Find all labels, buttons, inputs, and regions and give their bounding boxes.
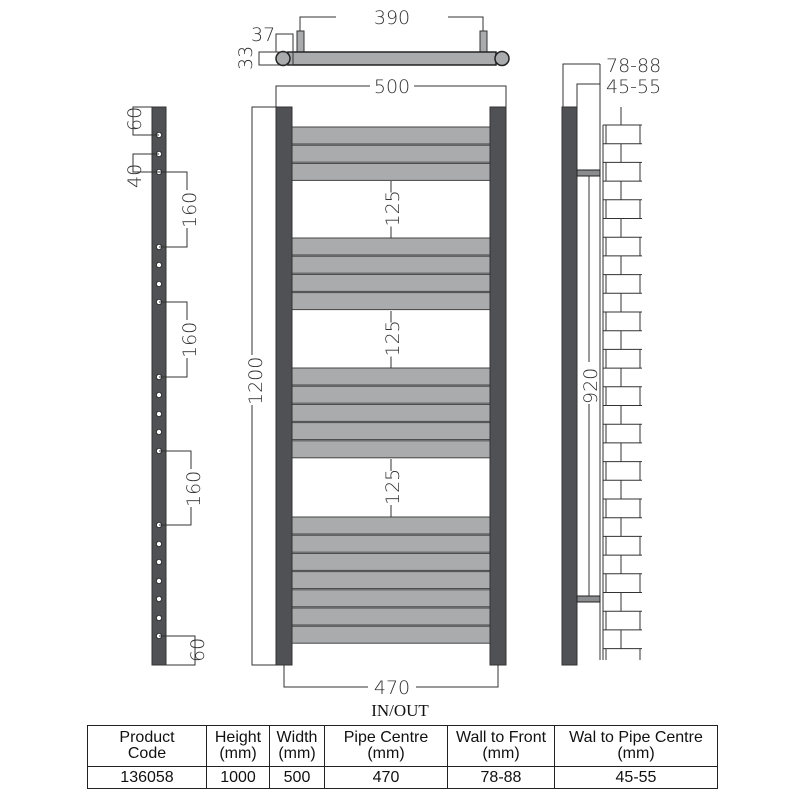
dim-wall-to-pipe: 45-55 — [606, 76, 662, 98]
cell-product-code: 136058 — [88, 767, 207, 789]
table-row — [88, 767, 718, 789]
top-view — [235, 6, 509, 70]
towel-rail — [292, 145, 490, 162]
towel-rail — [292, 127, 490, 144]
mounting-hole — [156, 596, 161, 601]
header-wall-to-pipe: Wal to Pipe Centre (mm) — [555, 726, 718, 767]
towel-rail — [292, 238, 490, 255]
dim-side-160-1: 160 — [179, 191, 201, 228]
left-column — [276, 107, 292, 665]
right-column — [490, 107, 506, 665]
mounting-hole — [156, 541, 161, 546]
cell-pipe-centre: 470 — [325, 767, 448, 789]
header-width: Width (mm) — [270, 726, 325, 767]
mounting-hole — [156, 578, 161, 583]
dim-1200: 1200 — [245, 356, 267, 405]
top-rail — [288, 52, 496, 65]
dim-side-160-3: 160 — [183, 470, 205, 507]
wall-bracket-top — [577, 170, 600, 176]
towel-rail — [292, 535, 490, 552]
dim-rail-gap: 125 — [382, 320, 404, 357]
wall-bracket-right — [480, 31, 487, 52]
header-product-code: Product Code — [88, 726, 207, 767]
dim-470: 470 — [373, 677, 411, 699]
dim-side-top: 60 — [124, 106, 146, 131]
dim-37: 37 — [251, 24, 276, 46]
towel-rail — [292, 608, 490, 625]
towel-rail — [292, 386, 490, 403]
dim-rail-gap: 125 — [382, 468, 404, 505]
wall-bracket-bottom — [577, 596, 600, 602]
dim-side-bottom: 60 — [187, 637, 209, 662]
side-strip-view — [124, 107, 209, 665]
towel-rail — [292, 553, 490, 570]
mounting-hole — [156, 559, 161, 564]
side-column — [562, 107, 577, 665]
towel-rail — [292, 441, 490, 458]
cell-wall-to-pipe: 45-55 — [555, 767, 718, 789]
towel-rail — [292, 293, 490, 310]
towel-rail — [292, 163, 490, 180]
towel-rail — [292, 590, 490, 607]
towel-rail — [292, 626, 490, 643]
inout-label: IN/OUT — [371, 701, 429, 720]
towel-rail — [292, 572, 490, 589]
header-height: Height (mm) — [207, 726, 270, 767]
towel-rail — [292, 256, 490, 273]
mounting-hole — [156, 392, 161, 397]
mounting-hole — [156, 262, 161, 267]
dim-rail-gap: 125 — [382, 190, 404, 227]
mounting-hole — [156, 411, 161, 416]
dim-side-160-2: 160 — [179, 321, 201, 358]
dim-side-40: 40 — [124, 163, 146, 188]
towel-rail — [292, 368, 490, 385]
side-wall-view — [562, 55, 661, 665]
towel-rail — [292, 404, 490, 421]
mounting-hole — [156, 615, 161, 620]
header-wall-to-front: Wall to Front (mm) — [448, 726, 555, 767]
wall-bracket-left — [297, 31, 304, 52]
cell-width: 500 — [270, 767, 325, 789]
table-header-row — [88, 726, 718, 767]
towel-rail — [292, 274, 490, 291]
header-pipe-centre: Pipe Centre (mm) — [325, 726, 448, 767]
dim-33: 33 — [235, 45, 257, 70]
dim-920: 920 — [580, 367, 602, 404]
dim-390: 390 — [373, 7, 411, 29]
mounting-hole — [156, 429, 161, 434]
cell-wall-to-front: 78-88 — [448, 767, 555, 789]
dim-500: 500 — [373, 76, 411, 98]
cell-height: 1000 — [207, 767, 270, 789]
mounting-hole — [156, 281, 161, 286]
spec-table — [87, 725, 718, 789]
towel-rail — [292, 517, 490, 534]
towel-rail — [292, 423, 490, 440]
front-view — [242, 74, 506, 699]
dim-wall-to-front: 78-88 — [606, 55, 662, 77]
